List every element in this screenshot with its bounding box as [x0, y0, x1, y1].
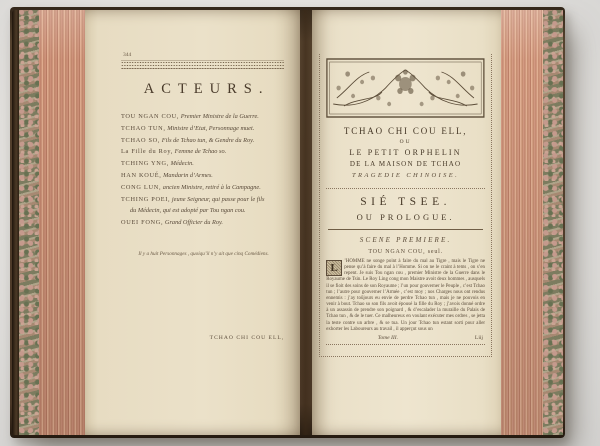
actor-line [121, 170, 286, 182]
actor-line [121, 194, 286, 206]
actor-line [121, 217, 286, 229]
footnote: Il y a huit Personnages , quoiqu’il n’y ait que cinq Comédiens. [138, 250, 269, 257]
ornament-rule [121, 60, 284, 69]
title-line: TCHAO CHI COU ELL, [343, 126, 468, 136]
marbled-board-left [19, 10, 39, 435]
page-edges-right [501, 10, 543, 435]
open-book [10, 7, 565, 438]
acteurs-heading: ACTEURS. [143, 81, 270, 97]
actor-line [121, 123, 286, 135]
actor-description: jeune Seigneur, qui passe pour le fils [170, 195, 265, 203]
actors-list [121, 111, 286, 229]
title-line: DE LA MAISON DE TCHAO [349, 160, 462, 168]
title-line: TRAGEDIE CHINOISE. [352, 172, 460, 179]
bottom-dotted-rule [326, 344, 485, 345]
actor-description: Fils de Tchao tun, & Gendre du Roy. [160, 136, 255, 144]
book-spine [12, 10, 19, 435]
actor-name: TCHING POEI, [121, 195, 171, 203]
actor-line [121, 158, 286, 170]
actor-line [121, 111, 286, 123]
actor-description: ancien Ministre, retiré à la Campagne. [161, 183, 261, 191]
right-page-text-block [319, 54, 492, 357]
actor-description: Grand Officier du Roy. [163, 219, 223, 227]
catchword: TCHAO CHI COU ELL, [209, 335, 285, 341]
actor-description: Ministre d’Etat, Personnage muet. [165, 124, 255, 132]
right-page [312, 10, 501, 435]
speaker-line: TOU NGAN COU, seul. [368, 249, 443, 255]
actor-description: Femme de Tchao so. [173, 148, 227, 156]
actor-name: OUEI FONG, [121, 219, 164, 227]
title-block [326, 125, 485, 182]
actor-name: TCHAO TUN, [121, 124, 166, 132]
actor-line [121, 205, 286, 217]
actor-description: du Médecin, qui est adopté par Tou ngan cou. [130, 207, 246, 215]
prologue-paragraph [326, 259, 485, 333]
actor-name: La Fille du Roy, [121, 148, 174, 156]
title-line: OU [399, 139, 412, 145]
volume-label: Tome III. [377, 334, 399, 341]
section-title: SIÉ TSEE. [360, 196, 451, 208]
drop-cap-initial: L [326, 260, 342, 276]
page-edges-left [39, 10, 85, 435]
actor-line [121, 146, 286, 158]
marbled-board-right [543, 10, 563, 435]
actor-name: TCHAO SO, [121, 136, 161, 144]
book-gutter [300, 10, 312, 435]
dotted-rule [326, 188, 485, 189]
actor-name: HAN KOUÉ, [121, 171, 162, 179]
actor-description: Premier Ministre de la Guerre. [179, 113, 259, 120]
actor-description: Mandarin d’Armes. [161, 171, 213, 179]
actor-name: CONG LUN, [121, 183, 162, 191]
scene-heading: SCENE PREMIERE. [359, 236, 452, 244]
actor-name: TCHING YNG, [121, 160, 170, 168]
thin-rule [328, 229, 483, 230]
left-page [85, 10, 300, 435]
signature-mark: Liij [474, 334, 483, 341]
actor-line [121, 182, 286, 194]
actor-name: TOU NGAN COU, [121, 113, 180, 120]
paragraph-text: ’HOMME ne songe point à faire du mal au Tigre , mais le Tigre ne pense qu’à faire du mal à l’Homme. Si on ne le craint à tems , on s’en repent. Je suis Tou ngan cou , premier Ministre de la Guerre dans le Royaume de Tsin. Le Roy Ling cong mon Maistre avoit deux hommes , ausquels il se fioit des soins de son Royaume ; l’un pour gouverner le Peuple , c’est Tchao tun ; l’autre pour gouverner l’Armée , c’est moy ; nos Charges nous ont rendus ennemis : j’ay toûjours eu envie de perdre Tchao tun , mais je ne pouvois en venir à bout. Tchao so son fils avoit épousé la fille du Roy ; j’avois donné ordre à un assassin de prendre son poignard , & d’escalader la muraille du Palais de Tchao tun , & de le tuer. Ce malheureux en voulant exécuter mes ordres , se jetta la teste contre un arbre , & se tua. Un jour Tchao tun estant sorti pour aller exhorter les Laboureurs au travail , il apperçut sous un [326, 259, 485, 332]
actor-line [121, 135, 286, 147]
left-page-text-block [121, 52, 286, 257]
page-number: 344 [123, 52, 132, 58]
section-subtitle: OU PROLOGUE. [356, 212, 455, 222]
title-line: LE PETIT ORPHELIN [349, 148, 462, 157]
page-footer [326, 335, 485, 341]
floral-headpiece-woodcut [326, 58, 485, 118]
actor-description: Médecin. [169, 160, 194, 168]
